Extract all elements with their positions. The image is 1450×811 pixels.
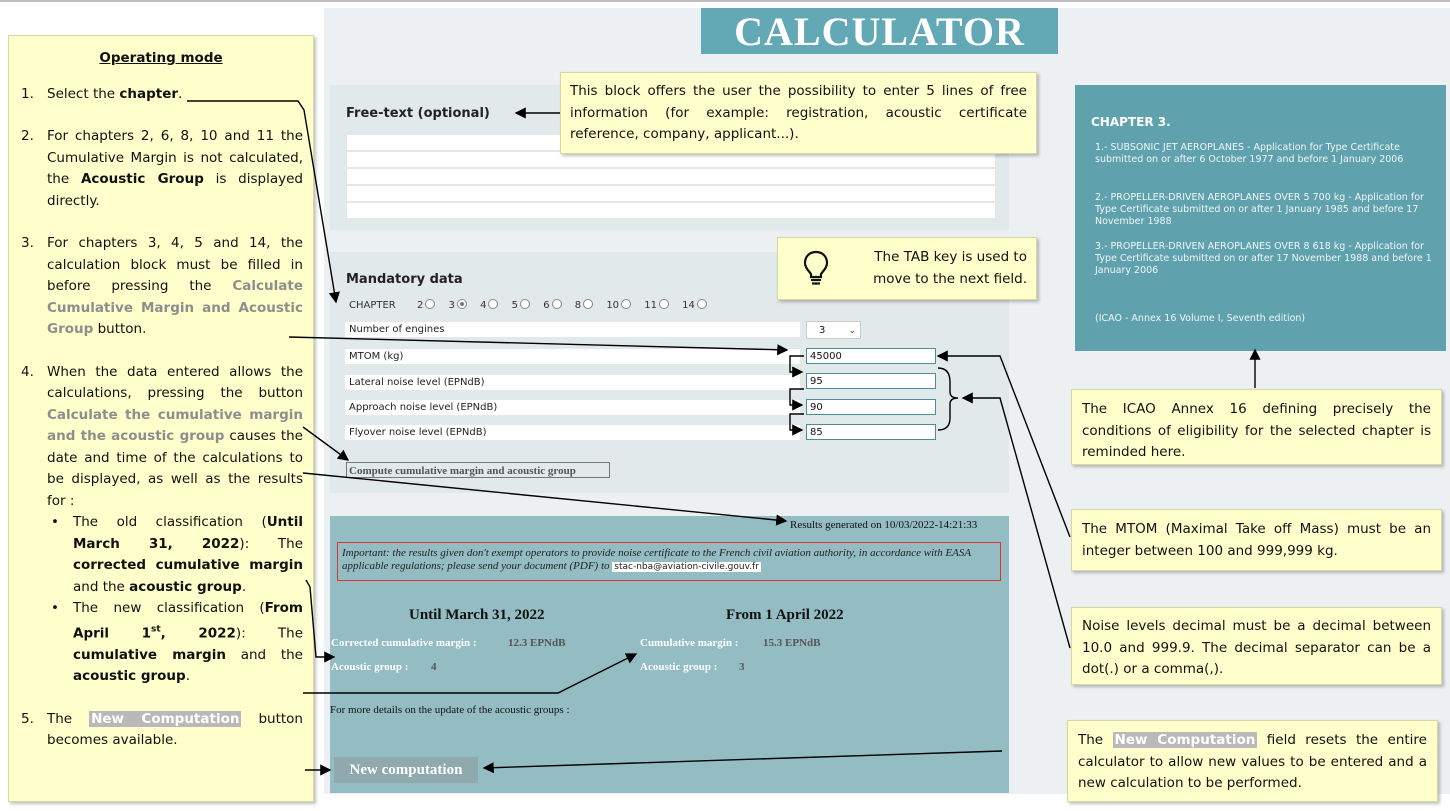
step-2: 2. For chapters 2, 6, 8, 10 and 11 the Cumulative Margin is not calculated, the Acoustic Group is displayed directly. — [21, 128, 303, 209]
chapter-label: CHAPTER — [349, 300, 396, 311]
chapter-option-10[interactable]: 10 — [606, 299, 631, 311]
lateral-input[interactable]: 95 — [806, 373, 936, 389]
flyover-label: Flyover noise level (EPNdB) — [345, 425, 800, 440]
noise-note-text: Noise levels decimal must be a decimal between 10.0 and 999.9. The decimal separator can be a dot(.) or a comma(,). — [1082, 618, 1431, 677]
chapter-option-8[interactable]: 8 — [575, 299, 593, 311]
mandatory-data-title: Mandatory data — [346, 272, 463, 287]
free-text-note-text: This block offers the user the possibility to enter 5 lines of free information (for example: registration, acoustic certificate reference, company, applicant...). — [570, 83, 1027, 142]
icao-chapter-title: CHAPTER 3. — [1091, 115, 1171, 129]
step-4: 4. When the data entered allows the calculations, pressing the button Calculate the cumulative margin and the acoustic group causes the date and time of the calculations to be displayed, as well as the results for : — [21, 363, 303, 509]
chapter-option-3[interactable]: 3 — [449, 299, 467, 311]
step-4-bullet-old: • The old classification (Until March 31, 2022): The corrected cumulative margin and the acoustic group. — [51, 514, 303, 595]
new-margin-label: Cumulative margin : — [640, 637, 739, 649]
chapter-option-4[interactable]: 4 — [480, 299, 498, 311]
lateral-label: Lateral noise level (EPNdB) — [345, 375, 800, 390]
new-group-label: Acoustic group : — [640, 661, 718, 673]
approach-label: Approach noise level (EPNdB) — [345, 400, 800, 415]
step-5: 5. The New Computation button becomes available. — [21, 710, 303, 748]
new-computation-button[interactable]: New computation — [334, 757, 478, 783]
mtom-note-text: The MTOM (Maximal Take off Mass) must be an integer between 100 and 999,999 kg. — [1082, 521, 1431, 559]
icao-item-3: 3.- PROPELLER-DRIVEN AEROPLANES OVER 8 618 kg - Application for Type Certificate submitted on or after 17 November 1988 and before 1 January 2006 — [1095, 241, 1432, 276]
engines-label: Number of engines — [345, 322, 800, 337]
new-computation-note-text: The New Computation field resets the entire calculator to allow new values to be entered and a new calculation to be performed. — [1078, 732, 1427, 791]
arrow-tab-1 — [790, 356, 804, 372]
approach-input[interactable]: 90 — [806, 399, 936, 415]
step-1: 1. Select the chapter. — [21, 85, 183, 102]
chevron-down-icon: ⌄ — [848, 326, 856, 336]
more-details-text: For more details on the update of the acoustic groups : — [330, 704, 570, 716]
icao-note-text: The ICAO Annex 16 defining precisely the conditions of eligibility for the selected chapter is reminded here. — [1082, 401, 1431, 460]
chapter-option-5[interactable]: 5 — [512, 299, 530, 311]
old-margin-label: Corrected cumulative margin : — [331, 637, 477, 649]
flyover-input[interactable]: 85 — [806, 424, 936, 440]
tab-key-note-text: The TAB key is used to move to the next field. — [873, 249, 1027, 287]
chapter-option-14[interactable]: 14 — [682, 299, 707, 311]
chapter-option-6[interactable]: 6 — [543, 299, 561, 311]
arrow-tab-2 — [790, 389, 804, 405]
results-timestamp: Results generated on 10/03/2022-14:21:33 — [790, 519, 978, 531]
important-text: Important: the results given don't exempt operators to provide noise certificate to the French civil aviation authority, in accordance with EASA applicable regulations; please send your document (PDF) to — [342, 547, 971, 572]
new-computation-badge: New Computation — [91, 710, 240, 727]
free-text-title: Free-text (optional) — [346, 106, 490, 121]
icao-item-2: 2.- PROPELLER-DRIVEN AEROPLANES OVER 5 700 kg - Application for Type Certificate submitted on or after 1 January 1985 and before 17 November 1988 — [1095, 192, 1424, 227]
new-group-value: 3 — [739, 661, 745, 673]
noise-brace — [938, 368, 958, 430]
arrow-compute-button — [303, 427, 348, 460]
chapter-option-11[interactable]: 11 — [644, 299, 669, 311]
page-title: CALCULATOR — [701, 8, 1058, 54]
new-computation-badge: New Computation — [1114, 732, 1256, 748]
arrow-new-results — [303, 654, 636, 693]
arrow-chapter — [187, 101, 336, 302]
old-margin-value: 12.3 EPNdB — [508, 637, 566, 649]
mtom-label: MTOM (kg) — [345, 349, 800, 364]
arrow-tab-3 — [790, 414, 804, 430]
new-margin-value: 15.3 EPNdB — [763, 637, 821, 649]
arrow-mtom — [938, 356, 1070, 537]
engines-value: 3 — [819, 325, 826, 336]
chapter-option-2[interactable]: 2 — [417, 299, 435, 311]
step-3: 3. For chapters 3, 4, 5 and 14, the calculation block must be filled in before pressing the Calculate Cumulative Margin and Acoustic Group button. — [21, 235, 303, 337]
step-4-bullet-new: • The new classification (From April 1st, 2022): The cumulative margin and the acoustic group. — [51, 600, 303, 684]
old-group-value: 4 — [431, 661, 437, 673]
arrow-new-computation-note — [484, 751, 1002, 768]
arrow-results-date — [303, 473, 786, 521]
arrow-noise — [963, 398, 1070, 648]
arrow-old-results — [306, 580, 334, 657]
icao-item-1: 1.- SUBSONIC JET AEROPLANES - Application for Type Certificate submitted on or after 6 October 1977 and before 1 January 2006 — [1095, 142, 1404, 165]
arrow-calc-block — [289, 337, 787, 350]
old-classification-title: Until March 31, 2022 — [409, 607, 545, 623]
compute-button[interactable]: Compute cumulative margin and acoustic group — [346, 462, 610, 478]
email-link[interactable]: stac-nba@aviation-civile.gouv.fr — [614, 562, 759, 572]
mtom-input[interactable]: 45000 — [806, 348, 936, 364]
new-classification-title: From 1 April 2022 — [726, 607, 844, 623]
icao-reference: (ICAO - Annex 16 Volume I, Seventh edition) — [1095, 313, 1306, 324]
operating-mode-title: Operating mode — [99, 50, 223, 66]
old-group-label: Acoustic group : — [331, 661, 409, 673]
